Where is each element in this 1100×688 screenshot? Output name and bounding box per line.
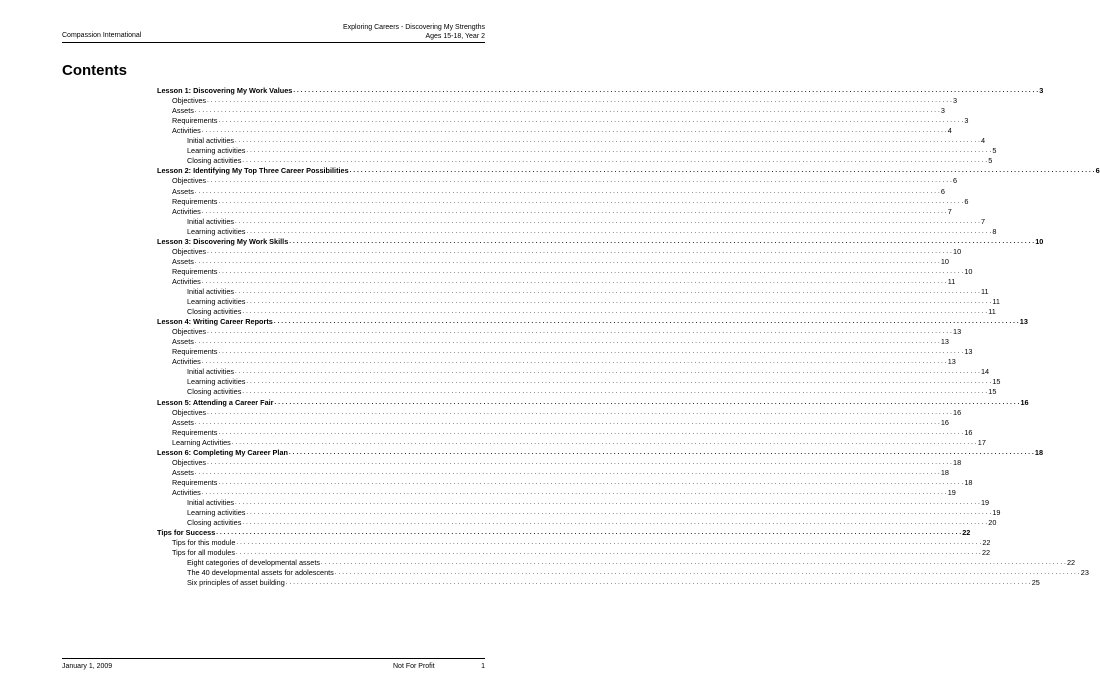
toc-entry[interactable] <box>157 377 1001 387</box>
page-title: Contents <box>62 62 127 79</box>
toc-entry-label: Lesson 1: Discovering My Work Values <box>157 86 293 96</box>
toc-entry[interactable] <box>157 568 1089 578</box>
header-course-title: Exploring Careers - Discovering My Strengths <box>343 24 485 31</box>
footer-date: January 1, 2009 <box>62 663 113 670</box>
toc-entry-page: 6 <box>1095 166 1100 176</box>
toc-entry-label: Initial activities <box>187 497 235 507</box>
toc-entry-page: 10 <box>1035 236 1044 246</box>
toc-entry[interactable] <box>157 367 990 377</box>
toc-entry-label: Activities <box>172 357 201 367</box>
toc-entry-page: 4 <box>980 136 986 146</box>
toc-leader-dots: . . . . . . . . . . . . . . . . . . . . . . . . . . . . . . . . . . . . . . . . . . . . . . . . . . . . . . . . . . . . . . . . . . . . . . . . . . . . . . . . . . . . . . . . . . . . . . . . . . . . . . . . . . . . . . . . . . . . . . . . . . . . . . . . . . . . . . . . . . . . . . . . . . . . . . . . . . . . . . . . . . . . . . . . . . . . . . . . . . . . . . . . . . . . . . . . . . . . . . . . <box>288 449 1034 456</box>
toc-entry[interactable] <box>157 236 1044 247</box>
toc-entry[interactable] <box>157 256 949 267</box>
toc-entry-page: 19 <box>947 487 956 497</box>
toc-entry[interactable] <box>157 216 986 227</box>
toc-leader-dots: . . . . . . . . . . . . . . . . . . . . . . . . . . . . . . . . . . . . . . . . . . . . . . . . . . . . . . . . . . . . . . . . . . . . . . . . . . . . . . . . . . . . . . . . . . . . . . . . . . . . . . . . . . . . . . . . . . . . . . . . . . . . . . . . . . . . . . . . . . . . . . . . . . . . . . . . . . . . . . . . . . . . . . . . . . . . . . . . . . . . . . . . . . . . . . . . . . . . . . . . <box>207 98 953 105</box>
toc-leader-dots: . . . . . . . . . . . . . . . . . . . . . . . . . . . . . . . . . . . . . . . . . . . . . . . . . . . . . . . . . . . . . . . . . . . . . . . . . . . . . . . . . . . . . . . . . . . . . . . . . . . . . . . . . . . . . . . . . . . . . . . . . . . . . . . . . . . . . . . . . . . . . . . . . . . . . . . . . . . . . . . . . . . . . . . . . . . . . . . . . . . . . . . . . . . . . . . . . . . . . . . . <box>274 399 1020 406</box>
toc-leader-dots: . . . . . . . . . . . . . . . . . . . . . . . . . . . . . . . . . . . . . . . . . . . . . . . . . . . . . . . . . . . . . . . . . . . . . . . . . . . . . . . . . . . . . . . . . . . . . . . . . . . . . . . . . . . . . . . . . . . . . . . . . . . . . . . . . . . . . . . . . . . . . . . . . . . . . . . . . . . . . . . . . . . . . . . . . . . . . . . . . . . . . . . . . . . . . . . . . . . . . . . . <box>218 118 964 125</box>
toc-entry[interactable] <box>157 528 971 538</box>
toc-entry[interactable] <box>157 497 990 508</box>
toc-entry-page: 11 <box>988 307 996 317</box>
toc-entry-label: Requirements <box>172 477 218 487</box>
toc-entry-label: The 40 developmental assets for adolescents <box>187 568 334 578</box>
toc-entry-label: Learning activities <box>187 226 246 236</box>
toc-entry-label: Lesson 3: Discovering My Work Skills <box>157 236 289 246</box>
toc-entry[interactable] <box>157 96 958 106</box>
toc-entry-label: Objectives <box>172 246 207 256</box>
toc-entry-page: 13 <box>964 347 973 357</box>
toc-leader-dots: . . . . . . . . . . . . . . . . . . . . . . . . . . . . . . . . . . . . . . . . . . . . . . . . . . . . . . . . . . . . . . . . . . . . . . . . . . . . . . . . . . . . . . . . . . . . . . . . . . . . . . . . . . . . . . . . . . . . . . . . . . . . . . . . . . . . . . . . . . . . . . . . . . . . . . . . . . . . . . . . . . . . . . . . . . . . . . . . . . . . . . . . . . . . . . . . . . . . . . . . <box>242 520 988 527</box>
toc-entry-label: Objectives <box>172 96 207 106</box>
toc-leader-dots: . . . . . . . . . . . . . . . . . . . . . . . . . . . . . . . . . . . . . . . . . . . . . . . . . . . . . . . . . . . . . . . . . . . . . . . . . . . . . . . . . . . . . . . . . . . . . . . . . . . . . . . . . . . . . . . . . . . . . . . . . . . . . . . . . . . . . . . . . . . . . . . . . . . . . . . . . . . . . . . . . . . . . . . . . . . . . . . . . . . . . . . . . . . . . . . . . . . . . . . . <box>289 238 1035 245</box>
toc-entry-label: Learning activities <box>187 508 246 518</box>
toc-entry[interactable] <box>157 337 949 347</box>
toc-entry-page: 22 <box>981 548 991 558</box>
toc-entry-label: Learning Activities <box>172 437 231 447</box>
toc-entry-label: Activities <box>172 487 201 497</box>
toc-entry[interactable] <box>157 397 1029 407</box>
toc-entry-label: Eight categories of developmental assets <box>187 558 321 568</box>
toc-entry-page: 6 <box>953 176 958 186</box>
toc-leader-dots: . . . . . . . . . . . . . . . . . . . . . . . . . . . . . . . . . . . . . . . . . . . . . . . . . . . . . . . . . . . . . . . . . . . . . . . . . . . . . . . . . . . . . . . . . . . . . . . . . . . . . . . . . . . . . . . . . . . . . . . . . . . . . . . . . . . . . . . . . . . . . . . . . . . . . . . . . . . . . . . . . . . . . . . . . . . . . . . . . . . . . . . . . . . . . . . . . . . . . . . . <box>218 198 964 205</box>
toc-entry-label: Initial activities <box>187 216 235 226</box>
header-ages: Ages 15-18, Year 2 <box>425 33 485 40</box>
toc-entry-page: 7 <box>980 216 986 226</box>
toc-entry-label: Objectives <box>172 176 207 186</box>
toc-entry-page: 6 <box>940 186 945 196</box>
toc-entry-page: 18 <box>940 467 949 477</box>
toc-entry[interactable] <box>157 106 945 116</box>
toc-entry-page: 8 <box>992 226 997 236</box>
toc-entry-page: 13 <box>940 337 949 347</box>
toc-entry-page: 22 <box>962 528 971 538</box>
toc-entry-page: 3 <box>1039 86 1044 96</box>
toc-entry-label: Assets <box>172 417 194 427</box>
toc-entry[interactable] <box>157 146 997 156</box>
toc-entry[interactable] <box>157 387 997 397</box>
toc-entry-label: Activities <box>172 276 201 286</box>
header-rule <box>62 42 485 43</box>
toc-leader-dots: . . . . . . . . . . . . . . . . . . . . . . . . . . . . . . . . . . . . . . . . . . . . . . . . . . . . . . . . . . . . . . . . . . . . . . . . . . . . . . . . . . . . . . . . . . . . . . . . . . . . . . . . . . . . . . . . . . . . . . . . . . . . . . . . . . . . . . . . . . . . . . . . . . . . . . . . . . . . . . . . . . . . . . . . . . . . . . . . . . . . . . . . . . . . . . . . . . . . . . . . <box>235 499 980 506</box>
toc-entry-page: 13 <box>947 357 956 367</box>
toc-entry-label: Closing activities <box>187 518 242 528</box>
toc-leader-dots: . . . . . . . . . . . . . . . . . . . . . . . . . . . . . . . . . . . . . . . . . . . . . . . . . . . . . . . . . . . . . . . . . . . . . . . . . . . . . . . . . . . . . . . . . . . . . . . . . . . . . . . . . . . . . . . . . . . . . . . . . . . . . . . . . . . . . . . . . . . . . . . . . . . . . . . . . . . . . . . . . . . . . . . . . . . . . . . . . . . . . . . . . . . . . . . . . . . . . . . . <box>273 319 1019 326</box>
toc-entry-page: 13 <box>1019 317 1028 327</box>
toc-entry-page: 11 <box>947 276 956 286</box>
toc-entry-label: Tips for all modules <box>172 548 235 558</box>
toc-leader-dots: . . . . . . . . . . . . . . . . . . . . . . . . . . . . . . . . . . . . . . . . . . . . . . . . . . . . . . . . . . . . . . . . . . . . . . . . . . . . . . . . . . . . . . . . . . . . . . . . . . . . . . . . . . . . . . . . . . . . . . . . . . . . . . . . . . . . . . . . . . . . . . . . . . . . . . . . . . . . . . . . . . . . . . . . . . . . . . . . . . . . . . . . . . . . . . . . . . . . . . . . <box>207 248 953 255</box>
toc-entry[interactable] <box>157 548 991 558</box>
toc-leader-dots: . . . . . . . . . . . . . . . . . . . . . . . . . . . . . . . . . . . . . . . . . . . . . . . . . . . . . . . . . . . . . . . . . . . . . . . . . . . . . . . . . . . . . . . . . . . . . . . . . . . . . . . . . . . . . . . . . . . . . . . . . . . . . . . . . . . . . . . . . . . . . . . . . . . . . . . . . . . . . . . . . . . . . . . . . . . . . . . . . . . . . . . . . . . . . . . . . . . . . . . . <box>216 530 962 537</box>
toc-entry-label: Activities <box>172 206 201 216</box>
toc-entry-label: Learning activities <box>187 377 246 387</box>
toc-entry[interactable] <box>157 176 958 186</box>
toc-entry[interactable] <box>157 206 952 217</box>
toc-entry-label: Assets <box>172 256 194 266</box>
header-org: Compassion International <box>62 32 142 39</box>
toc-entry[interactable] <box>157 538 991 548</box>
toc-entry[interactable] <box>157 86 1044 96</box>
toc-entry[interactable] <box>157 508 1001 518</box>
toc-leader-dots: . . . . . . . . . . . . . . . . . . . . . . . . . . . . . . . . . . . . . . . . . . . . . . . . . . . . . . . . . . . . . . . . . . . . . . . . . . . . . . . . . . . . . . . . . . . . . . . . . . . . . . . . . . . . . . . . . . . . . . . . . . . . . . . . . . . . . . . . . . . . . . . . . . . . . . . . . . . . . . . . . . . . . . . . . . . . . . . . . . . . . . . . . . . . . . . . . . . . . . . . <box>246 379 992 386</box>
toc-entry-page: 22 <box>982 538 991 548</box>
toc-entry[interactable] <box>157 196 969 207</box>
toc-entry-page: 10 <box>953 246 962 256</box>
toc-entry-page: 14 <box>980 367 990 377</box>
toc-leader-dots: . . . . . . . . . . . . . . . . . . . . . . . . . . . . . . . . . . . . . . . . . . . . . . . . . . . . . . . . . . . . . . . . . . . . . . . . . . . . . . . . . . . . . . . . . . . . . . . . . . . . . . . . . . . . . . . . . . . . . . . . . . . . . . . . . . . . . . . . . . . . . . . . . . . . . . . . . . . . . . . . . . . . . . . . . . . . . . . . . . . . . . . . . . . . . . . . . . . . . . . . <box>201 489 947 496</box>
toc-entry-page: 11 <box>980 286 989 296</box>
toc-entry[interactable] <box>157 457 962 468</box>
toc-leader-dots: . . . . . . . . . . . . . . . . . . . . . . . . . . . . . . . . . . . . . . . . . . . . . . . . . . . . . . . . . . . . . . . . . . . . . . . . . . . . . . . . . . . . . . . . . . . . . . . . . . . . . . . . . . . . . . . . . . . . . . . . . . . . . . . . . . . . . . . . . . . . . . . . . . . . . . . . . . . . . . . . . . . . . . . . . . . . . . . . . . . . . . . . . . . . . . . . . . . . . . . . <box>194 108 940 115</box>
toc-leader-dots: . . . . . . . . . . . . . . . . . . . . . . . . . . . . . . . . . . . . . . . . . . . . . . . . . . . . . . . . . . . . . . . . . . . . . . . . . . . . . . . . . . . . . . . . . . . . . . . . . . . . . . . . . . . . . . . . . . . . . . . . . . . . . . . . . . . . . . . . . . . . . . . . . . . . . . . . . . . . . . . . . . . . . . . . . . . . . . . . . . . . . . . . . . . . . . . . . . . . . . . . <box>231 439 977 446</box>
toc-entry[interactable] <box>157 317 1028 327</box>
toc-leader-dots: . . . . . . . . . . . . . . . . . . . . . . . . . . . . . . . . . . . . . . . . . . . . . . . . . . . . . . . . . . . . . . . . . . . . . . . . . . . . . . . . . . . . . . . . . . . . . . . . . . . . . . . . . . . . . . . . . . . . . . . . . . . . . . . . . . . . . . . . . . . . . . . . . . . . . . . . . . . . . . . . . . . . . . . . . . . . . . . . . . . . . . . . . . . . . . . . . . . . . . . . <box>293 88 1039 95</box>
toc-entry-label: Activities <box>172 126 201 136</box>
toc-entry-page: 10 <box>940 256 949 266</box>
toc-leader-dots: . . . . . . . . . . . . . . . . . . . . . . . . . . . . . . . . . . . . . . . . . . . . . . . . . . . . . . . . . . . . . . . . . . . . . . . . . . . . . . . . . . . . . . . . . . . . . . . . . . . . . . . . . . . . . . . . . . . . . . . . . . . . . . . . . . . . . . . . . . . . . . . . . . . . . . . . . . . . . . . . . . . . . . . . . . . . . . . . . . . . . . . . . . . . . . . . . . . . . . . . <box>285 580 1031 587</box>
toc-entry[interactable] <box>157 226 997 237</box>
toc-entry-page: 16 <box>1020 397 1029 407</box>
toc-leader-dots: . . . . . . . . . . . . . . . . . . . . . . . . . . . . . . . . . . . . . . . . . . . . . . . . . . . . . . . . . . . . . . . . . . . . . . . . . . . . . . . . . . . . . . . . . . . . . . . . . . . . . . . . . . . . . . . . . . . . . . . . . . . . . . . . . . . . . . . . . . . . . . . . . . . . . . . . . . . . . . . . . . . . . . . . . . . . . . . . . . . . . . . . . . . . . . . . . . . . . . . . <box>194 258 940 265</box>
toc-entry-label: Lesson 2: Identifying My Top Three Career Possibilities <box>157 166 349 176</box>
toc-leader-dots: . . . . . . . . . . . . . . . . . . . . . . . . . . . . . . . . . . . . . . . . . . . . . . . . . . . . . . . . . . . . . . . . . . . . . . . . . . . . . . . . . . . . . . . . . . . . . . . . . . . . . . . . . . . . . . . . . . . . . . . . . . . . . . . . . . . . . . . . . . . . . . . . . . . . . . . . . . . . . . . . . . . . . . . . . . . . . . . . . . . . . . . . . . . . . . . . . . . . . . . . <box>194 339 940 346</box>
toc-entry-label: Initial activities <box>187 136 235 146</box>
toc-entry-page: 6 <box>964 196 969 206</box>
toc-entry-page: 13 <box>953 327 962 337</box>
toc-entry[interactable] <box>157 276 956 287</box>
table-of-contents <box>157 86 1100 588</box>
toc-entry-label: Objectives <box>172 327 207 337</box>
toc-entry[interactable] <box>157 116 969 126</box>
toc-entry-label: Assets <box>172 337 194 347</box>
toc-entry[interactable] <box>157 327 962 337</box>
toc-entry[interactable] <box>157 487 956 498</box>
toc-entry-page: 10 <box>964 266 973 276</box>
toc-leader-dots: . . . . . . . . . . . . . . . . . . . . . . . . . . . . . . . . . . . . . . . . . . . . . . . . . . . . . . . . . . . . . . . . . . . . . . . . . . . . . . . . . . . . . . . . . . . . . . . . . . . . . . . . . . . . . . . . . . . . . . . . . . . . . . . . . . . . . . . . . . . . . . . . . . . . . . . . . . . . . . . . . . . . . . . . . . . . . . . . . . . . . . . . . . . . . . . . . . . . . . . . <box>194 419 940 426</box>
toc-leader-dots: . . . . . . . . . . . . . . . . . . . . . . . . . . . . . . . . . . . . . . . . . . . . . . . . . . . . . . . . . . . . . . . . . . . . . . . . . . . . . . . . . . . . . . . . . . . . . . . . . . . . . . . . . . . . . . . . . . . . . . . . . . . . . . . . . . . . . . . . . . . . . . . . . . . . . . . . . . . . . . . . . . . . . . . . . . . . . . . . . . . . . . . . . . . . . . . . . . . . . . . . <box>218 429 964 436</box>
toc-entry[interactable] <box>157 477 973 488</box>
toc-entry-label: Lesson 4: Writing Career Reports <box>157 317 273 327</box>
toc-entry-page: 16 <box>964 427 973 437</box>
toc-entry-page: 20 <box>988 518 997 528</box>
toc-entry-label: Learning activities <box>187 297 246 307</box>
toc-entry-label: Closing activities <box>187 387 242 397</box>
toc-entry[interactable] <box>157 578 1040 588</box>
toc-leader-dots: . . . . . . . . . . . . . . . . . . . . . . . . . . . . . . . . . . . . . . . . . . . . . . . . . . . . . . . . . . . . . . . . . . . . . . . . . . . . . . . . . . . . . . . . . . . . . . . . . . . . . . . . . . . . . . . . . . . . . . . . . . . . . . . . . . . . . . . . . . . . . . . . . . . . . . . . . . . . . . . . . . . . . . . . . . . . . . . . . . . . . . . . . . . . . . . . . . . . . . . . <box>207 409 953 416</box>
footer-notice: Not For Profit <box>393 663 435 670</box>
toc-entry-label: Assets <box>172 106 194 116</box>
toc-entry-page: 16 <box>940 417 949 427</box>
toc-entry-page: 25 <box>1031 578 1040 588</box>
toc-entry[interactable] <box>157 417 949 428</box>
toc-entry-page: 15 <box>992 377 1001 387</box>
toc-entry-page: 19 <box>992 508 1001 518</box>
toc-leader-dots: . . . . . . . . . . . . . . . . . . . . . . . . . . . . . . . . . . . . . . . . . . . . . . . . . . . . . . . . . . . . . . . . . . . . . . . . . . . . . . . . . . . . . . . . . . . . . . . . . . . . . . . . . . . . . . . . . . . . . . . . . . . . . . . . . . . . . . . . . . . . . . . . . . . . . . . . . . . . . . . . . . . . . . . . . . . . . . . . . . . . . . . . . . . . . . . . . . . . . . . . <box>201 208 947 215</box>
toc-entry-page: 19 <box>980 497 990 507</box>
toc-leader-dots: . . . . . . . . . . . . . . . . . . . . . . . . . . . . . . . . . . . . . . . . . . . . . . . . . . . . . . . . . . . . . . . . . . . . . . . . . . . . . . . . . . . . . . . . . . . . . . . . . . . . . . . . . . . . . . . . . . . . . . . . . . . . . . . . . . . . . . . . . . . . . . . . . . . . . . . . . . . . . . . . . . . . . . . . . . . . . . . . . . . . . . . . . . . . . . . . . . . . . . . . <box>207 178 953 185</box>
toc-leader-dots: . . . . . . . . . . . . . . . . . . . . . . . . . . . . . . . . . . . . . . . . . . . . . . . . . . . . . . . . . . . . . . . . . . . . . . . . . . . . . . . . . . . . . . . . . . . . . . . . . . . . . . . . . . . . . . . . . . . . . . . . . . . . . . . . . . . . . . . . . . . . . . . . . . . . . . . . . . . . . . . . . . . . . . . . . . . . . . . . . . . . . . . . . . . . . . . . . . . . . . . . <box>218 479 964 486</box>
toc-entry-page: 18 <box>1034 447 1044 457</box>
toc-entry-page: 3 <box>953 96 958 106</box>
toc-leader-dots: . . . . . . . . . . . . . . . . . . . . . . . . . . . . . . . . . . . . . . . . . . . . . . . . . . . . . . . . . . . . . . . . . . . . . . . . . . . . . . . . . . . . . . . . . . . . . . . . . . . . . . . . . . . . . . . . . . . . . . . . . . . . . . . . . . . . . . . . . . . . . . . . . . . . . . . . . . . . . . . . . . . . . . . . . . . . . . . . . . . . . . . . . . . . . . . . . . . . . . . . <box>321 560 1066 567</box>
toc-leader-dots: . . . . . . . . . . . . . . . . . . . . . . . . . . . . . . . . . . . . . . . . . . . . . . . . . . . . . . . . . . . . . . . . . . . . . . . . . . . . . . . . . . . . . . . . . . . . . . . . . . . . . . . . . . . . . . . . . . . . . . . . . . . . . . . . . . . . . . . . . . . . . . . . . . . . . . . . . . . . . . . . . . . . . . . . . . . . . . . . . . . . . . . . . . . . . . . . . . . . . . . . <box>236 550 981 557</box>
toc-leader-dots: . . . . . . . . . . . . . . . . . . . . . . . . . . . . . . . . . . . . . . . . . . . . . . . . . . . . . . . . . . . . . . . . . . . . . . . . . . . . . . . . . . . . . . . . . . . . . . . . . . . . . . . . . . . . . . . . . . . . . . . . . . . . . . . . . . . . . . . . . . . . . . . . . . . . . . . . . . . . . . . . . . . . . . . . . . . . . . . . . . . . . . . . . . . . . . . . . . . . . . . . <box>242 158 988 165</box>
toc-leader-dots: . . . . . . . . . . . . . . . . . . . . . . . . . . . . . . . . . . . . . . . . . . . . . . . . . . . . . . . . . . . . . . . . . . . . . . . . . . . . . . . . . . . . . . . . . . . . . . . . . . . . . . . . . . . . . . . . . . . . . . . . . . . . . . . . . . . . . . . . . . . . . . . . . . . . . . . . . . . . . . . . . . . . . . . . . . . . . . . . . . . . . . . . . . . . . . . . . . . . . . . . <box>218 268 964 275</box>
toc-entry[interactable] <box>157 297 1000 307</box>
toc-entry[interactable] <box>157 126 952 136</box>
toc-entry-label: Tips for this module <box>172 538 236 548</box>
toc-entry-page: 3 <box>940 106 945 116</box>
toc-entry-label: Requirements <box>172 116 218 126</box>
toc-entry-page: 23 <box>1080 568 1089 578</box>
toc-entry[interactable] <box>157 266 973 277</box>
toc-entry-label: Objectives <box>172 457 207 467</box>
toc-leader-dots: . . . . . . . . . . . . . . . . . . . . . . . . . . . . . . . . . . . . . . . . . . . . . . . . . . . . . . . . . . . . . . . . . . . . . . . . . . . . . . . . . . . . . . . . . . . . . . . . . . . . . . . . . . . . . . . . . . . . . . . . . . . . . . . . . . . . . . . . . . . . . . . . . . . . . . . . . . . . . . . . . . . . . . . . . . . . . . . . . . . . . . . . . . . . . . . . . . . . . . . . <box>235 369 980 376</box>
toc-entry-page: 4 <box>947 126 952 136</box>
toc-entry-page: 15 <box>988 387 997 397</box>
toc-entry-page: 18 <box>964 477 973 487</box>
toc-entry-label: Tips for Success <box>157 528 216 538</box>
toc-entry-label: Learning activities <box>187 146 246 156</box>
toc-leader-dots: . . . . . . . . . . . . . . . . . . . . . . . . . . . . . . . . . . . . . . . . . . . . . . . . . . . . . . . . . . . . . . . . . . . . . . . . . . . . . . . . . . . . . . . . . . . . . . . . . . . . . . . . . . . . . . . . . . . . . . . . . . . . . . . . . . . . . . . . . . . . . . . . . . . . . . . . . . . . . . . . . . . . . . . . . . . . . . . . . . . . . . . . . . . . . . . . . . . . . . . . <box>235 288 980 295</box>
toc-leader-dots: . . . . . . . . . . . . . . . . . . . . . . . . . . . . . . . . . . . . . . . . . . . . . . . . . . . . . . . . . . . . . . . . . . . . . . . . . . . . . . . . . . . . . . . . . . . . . . . . . . . . . . . . . . . . . . . . . . . . . . . . . . . . . . . . . . . . . . . . . . . . . . . . . . . . . . . . . . . . . . . . . . . . . . . . . . . . . . . . . . . . . . . . . . . . . . . . . . . . . . . . <box>201 359 947 366</box>
toc-entry-label: Initial activities <box>187 367 235 377</box>
toc-entry-label: Objectives <box>172 407 207 417</box>
toc-leader-dots: . . . . . . . . . . . . . . . . . . . . . . . . . . . . . . . . . . . . . . . . . . . . . . . . . . . . . . . . . . . . . . . . . . . . . . . . . . . . . . . . . . . . . . . . . . . . . . . . . . . . . . . . . . . . . . . . . . . . . . . . . . . . . . . . . . . . . . . . . . . . . . . . . . . . . . . . . . . . . . . . . . . . . . . . . . . . . . . . . . . . . . . . . . . . . . . . . . . . . . . . <box>207 329 953 336</box>
toc-leader-dots: . . . . . . . . . . . . . . . . . . . . . . . . . . . . . . . . . . . . . . . . . . . . . . . . . . . . . . . . . . . . . . . . . . . . . . . . . . . . . . . . . . . . . . . . . . . . . . . . . . . . . . . . . . . . . . . . . . . . . . . . . . . . . . . . . . . . . . . . . . . . . . . . . . . . . . . . . . . . . . . . . . . . . . . . . . . . . . . . . . . . . . . . . . . . . . . . . . . . . . . . <box>246 228 992 235</box>
header-course-info <box>343 23 485 41</box>
toc-leader-dots: . . . . . . . . . . . . . . . . . . . . . . . . . . . . . . . . . . . . . . . . . . . . . . . . . . . . . . . . . . . . . . . . . . . . . . . . . . . . . . . . . . . . . . . . . . . . . . . . . . . . . . . . . . . . . . . . . . . . . . . . . . . . . . . . . . . . . . . . . . . . . . . . . . . . . . . . . . . . . . . . . . . . . . . . . . . . . . . . . . . . . . . . . . . . . . . . . . . . . . . . <box>194 469 940 476</box>
toc-leader-dots: . . . . . . . . . . . . . . . . . . . . . . . . . . . . . . . . . . . . . . . . . . . . . . . . . . . . . . . . . . . . . . . . . . . . . . . . . . . . . . . . . . . . . . . . . . . . . . . . . . . . . . . . . . . . . . . . . . . . . . . . . . . . . . . . . . . . . . . . . . . . . . . . . . . . . . . . . . . . . . . . . . . . . . . . . . . . . . . . . . . . . . . . . . . . . . . . . . . . . . . . <box>201 128 947 135</box>
toc-leader-dots: . . . . . . . . . . . . . . . . . . . . . . . . . . . . . . . . . . . . . . . . . . . . . . . . . . . . . . . . . . . . . . . . . . . . . . . . . . . . . . . . . . . . . . . . . . . . . . . . . . . . . . . . . . . . . . . . . . . . . . . . . . . . . . . . . . . . . . . . . . . . . . . . . . . . . . . . . . . . . . . . . . . . . . . . . . . . . . . . . . . . . . . . . . . . . . . . . . . . . . . . <box>246 510 992 517</box>
toc-entry[interactable] <box>157 518 997 528</box>
toc-entry[interactable] <box>157 447 1044 458</box>
toc-entry-label: Closing activities <box>187 156 242 166</box>
toc-leader-dots: . . . . . . . . . . . . . . . . . . . . . . . . . . . . . . . . . . . . . . . . . . . . . . . . . . . . . . . . . . . . . . . . . . . . . . . . . . . . . . . . . . . . . . . . . . . . . . . . . . . . . . . . . . . . . . . . . . . . . . . . . . . . . . . . . . . . . . . . . . . . . . . . . . . . . . . . . . . . . . . . . . . . . . . . . . . . . . . . . . . . . . . . . . . . . . . . . . . . . . . . <box>236 540 982 547</box>
toc-entry[interactable] <box>157 427 973 438</box>
toc-entry[interactable] <box>157 467 949 478</box>
toc-leader-dots: . . . . . . . . . . . . . . . . . . . . . . . . . . . . . . . . . . . . . . . . . . . . . . . . . . . . . . . . . . . . . . . . . . . . . . . . . . . . . . . . . . . . . . . . . . . . . . . . . . . . . . . . . . . . . . . . . . . . . . . . . . . . . . . . . . . . . . . . . . . . . . . . . . . . . . . . . . . . . . . . . . . . . . . . . . . . . . . . . . . . . . . . . . . . . . . . . . . . . . . . <box>207 459 953 466</box>
toc-entry[interactable] <box>157 156 993 166</box>
toc-entry-label: Requirements <box>172 266 218 276</box>
toc-entry-label: Requirements <box>172 196 218 206</box>
toc-entry-page: 22 <box>1066 558 1076 568</box>
toc-entry-label: Assets <box>172 467 194 477</box>
toc-entry[interactable] <box>157 407 962 418</box>
toc-entry-label: Lesson 6: Completing My Career Plan <box>157 447 288 457</box>
toc-entry-label: Six principles of asset building <box>187 578 285 588</box>
toc-leader-dots: . . . . . . . . . . . . . . . . . . . . . . . . . . . . . . . . . . . . . . . . . . . . . . . . . . . . . . . . . . . . . . . . . . . . . . . . . . . . . . . . . . . . . . . . . . . . . . . . . . . . . . . . . . . . . . . . . . . . . . . . . . . . . . . . . . . . . . . . . . . . . . . . . . . . . . . . . . . . . . . . . . . . . . . . . . . . . . . . . . . . . . . . . . . . . . . . . . . . . . . . <box>246 299 992 306</box>
toc-entry-label: Requirements <box>172 347 218 357</box>
toc-entry-page: 11 <box>992 297 1000 307</box>
toc-entry[interactable] <box>157 136 986 146</box>
toc-leader-dots: . . . . . . . . . . . . . . . . . . . . . . . . . . . . . . . . . . . . . . . . . . . . . . . . . . . . . . . . . . . . . . . . . . . . . . . . . . . . . . . . . . . . . . . . . . . . . . . . . . . . . . . . . . . . . . . . . . . . . . . . . . . . . . . . . . . . . . . . . . . . . . . . . . . . . . . . . . . . . . . . . . . . . . . . . . . . . . . . . . . . . . . . . . . . . . . . . . . . . . . . <box>242 309 988 316</box>
toc-entry-label: Initial activities <box>187 286 235 296</box>
toc-entry[interactable] <box>157 286 989 297</box>
toc-entry-page: 3 <box>964 116 969 126</box>
toc-entry[interactable] <box>157 357 956 367</box>
toc-leader-dots: . . . . . . . . . . . . . . . . . . . . . . . . . . . . . . . . . . . . . . . . . . . . . . . . . . . . . . . . . . . . . . . . . . . . . . . . . . . . . . . . . . . . . . . . . . . . . . . . . . . . . . . . . . . . . . . . . . . . . . . . . . . . . . . . . . . . . . . . . . . . . . . . . . . . . . . . . . . . . . . . . . . . . . . . . . . . . . . . . . . . . . . . . . . . . . . . . . . . . . . . <box>235 218 980 225</box>
toc-entry-label: Lesson 5: Attending a Career Fair <box>157 397 274 407</box>
toc-leader-dots: . . . . . . . . . . . . . . . . . . . . . . . . . . . . . . . . . . . . . . . . . . . . . . . . . . . . . . . . . . . . . . . . . . . . . . . . . . . . . . . . . . . . . . . . . . . . . . . . . . . . . . . . . . . . . . . . . . . . . . . . . . . . . . . . . . . . . . . . . . . . . . . . . . . . . . . . . . . . . . . . . . . . . . . . . . . . . . . . . . . . . . . . . . . . . . . . . . . . . . . . <box>218 349 964 356</box>
toc-entry-page: 5 <box>988 156 993 166</box>
toc-entry-label: Closing activities <box>187 307 242 317</box>
toc-leader-dots: . . . . . . . . . . . . . . . . . . . . . . . . . . . . . . . . . . . . . . . . . . . . . . . . . . . . . . . . . . . . . . . . . . . . . . . . . . . . . . . . . . . . . . . . . . . . . . . . . . . . . . . . . . . . . . . . . . . . . . . . . . . . . . . . . . . . . . . . . . . . . . . . . . . . . . . . . . . . . . . . . . . . . . . . . . . . . . . . . . . . . . . . . . . . . . . . . . . . . . . . <box>201 278 947 285</box>
toc-leader-dots: . . . . . . . . . . . . . . . . . . . . . . . . . . . . . . . . . . . . . . . . . . . . . . . . . . . . . . . . . . . . . . . . . . . . . . . . . . . . . . . . . . . . . . . . . . . . . . . . . . . . . . . . . . . . . . . . . . . . . . . . . . . . . . . . . . . . . . . . . . . . . . . . . . . . . . . . . . . . . . . . . . . . . . . . . . . . . . . . . . . . . . . . . . . . . . . . . . . . . . . . <box>349 168 1095 175</box>
toc-entry[interactable] <box>157 558 1076 568</box>
toc-entry-page: 16 <box>953 407 962 417</box>
toc-entry[interactable] <box>157 246 962 257</box>
footer-page-number: 1 <box>481 663 485 670</box>
toc-entry-page: 5 <box>992 146 997 156</box>
toc-entry-page: 18 <box>953 457 962 467</box>
footer-rule <box>62 658 485 659</box>
toc-leader-dots: . . . . . . . . . . . . . . . . . . . . . . . . . . . . . . . . . . . . . . . . . . . . . . . . . . . . . . . . . . . . . . . . . . . . . . . . . . . . . . . . . . . . . . . . . . . . . . . . . . . . . . . . . . . . . . . . . . . . . . . . . . . . . . . . . . . . . . . . . . . . . . . . . . . . . . . . . . . . . . . . . . . . . . . . . . . . . . . . . . . . . . . . . . . . . . . . . . . . . . . . <box>194 188 940 195</box>
toc-leader-dots: . . . . . . . . . . . . . . . . . . . . . . . . . . . . . . . . . . . . . . . . . . . . . . . . . . . . . . . . . . . . . . . . . . . . . . . . . . . . . . . . . . . . . . . . . . . . . . . . . . . . . . . . . . . . . . . . . . . . . . . . . . . . . . . . . . . . . . . . . . . . . . . . . . . . . . . . . . . . . . . . . . . . . . . . . . . . . . . . . . . . . . . . . . . . . . . . . . . . . . . . <box>235 138 980 145</box>
toc-entry-label: Assets <box>172 186 194 196</box>
toc-entry-label: Requirements <box>172 427 218 437</box>
toc-entry[interactable] <box>157 347 973 357</box>
toc-leader-dots: . . . . . . . . . . . . . . . . . . . . . . . . . . . . . . . . . . . . . . . . . . . . . . . . . . . . . . . . . . . . . . . . . . . . . . . . . . . . . . . . . . . . . . . . . . . . . . . . . . . . . . . . . . . . . . . . . . . . . . . . . . . . . . . . . . . . . . . . . . . . . . . . . . . . . . . . . . . . . . . . . . . . . . . . . . . . . . . . . . . . . . . . . . . . . . . . . . . . . . . . <box>334 570 1080 577</box>
toc-entry[interactable] <box>157 166 1100 176</box>
toc-entry-page: 7 <box>947 206 952 216</box>
toc-entry[interactable] <box>157 437 986 448</box>
toc-entry[interactable] <box>157 307 996 317</box>
toc-entry[interactable] <box>157 186 945 196</box>
toc-leader-dots: . . . . . . . . . . . . . . . . . . . . . . . . . . . . . . . . . . . . . . . . . . . . . . . . . . . . . . . . . . . . . . . . . . . . . . . . . . . . . . . . . . . . . . . . . . . . . . . . . . . . . . . . . . . . . . . . . . . . . . . . . . . . . . . . . . . . . . . . . . . . . . . . . . . . . . . . . . . . . . . . . . . . . . . . . . . . . . . . . . . . . . . . . . . . . . . . . . . . . . . . <box>242 389 988 396</box>
toc-leader-dots: . . . . . . . . . . . . . . . . . . . . . . . . . . . . . . . . . . . . . . . . . . . . . . . . . . . . . . . . . . . . . . . . . . . . . . . . . . . . . . . . . . . . . . . . . . . . . . . . . . . . . . . . . . . . . . . . . . . . . . . . . . . . . . . . . . . . . . . . . . . . . . . . . . . . . . . . . . . . . . . . . . . . . . . . . . . . . . . . . . . . . . . . . . . . . . . . . . . . . . . . <box>246 148 992 155</box>
toc-entry-page: 17 <box>977 437 986 447</box>
